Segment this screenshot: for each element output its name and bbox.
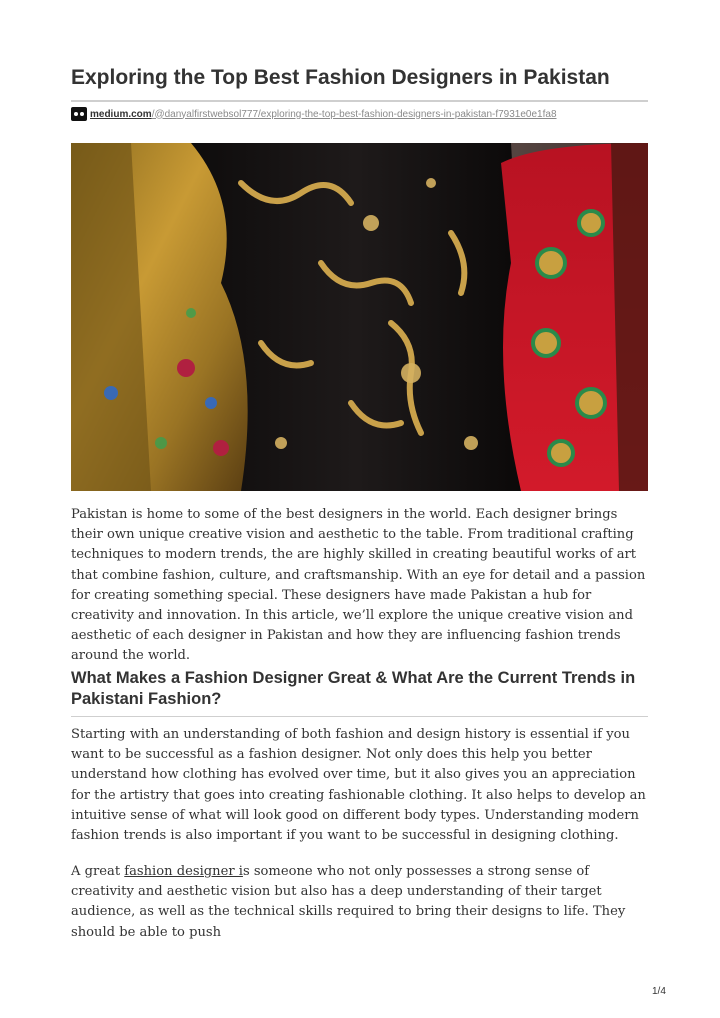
section-paragraph: Starting with an understanding of both fashion and design history is essential if you want to be successful as a fashion designer. Not only does this help you better understand how clothing has evolved over time, but it also gives you an appreciation for the artistry that goes into creating fashionable clothing. It also helps to develop an intuitive sense of what will look good on different body types. Understanding modern fashion trends is also important if you want to be successful in designing clothing.	[71, 727, 646, 844]
paragraph-suffix: s someone who not only possesses a strong sense of creativity and aesthetic vision but also has a deep understanding of their target audience, as well as the technical skills required to bring their designs to life. They should be able to push	[71, 864, 626, 940]
paragraph-prefix: A great	[71, 864, 125, 879]
designer-paragraph	[71, 862, 651, 943]
fashion-designer-link[interactable]: fashion designer i	[124, 864, 243, 879]
medium-logo-icon	[71, 107, 87, 121]
source-path[interactable]: /@danyalfirstwebsol777/exploring-the-top-best-fashion-designers-in-pakistan-f7931e0e1fa8	[151, 108, 557, 120]
section-heading: What Makes a Fashion Designer Great & What Are the Current Trends in Pakistani Fashion?	[71, 669, 636, 708]
intro-paragraph: Pakistan is home to some of the best designers in the world. Each designer brings their own unique creative vision and aesthetic to the table. From traditional crafting techniques to modern trends, the are highly skilled in creating beautiful works of art that combine fashion, culture, and craftsmanship. With an eye for detail and a passion for creating something special. These designers have made Pakistan a hub for creativity and innovation. In this article, we’ll explore the unique creative vision and aesthetic of each designer in Pakistan and how they are influencing fashion trends around the world.	[71, 507, 646, 664]
page-number: 1/4	[652, 986, 666, 997]
section-divider	[71, 716, 648, 717]
source-link[interactable]	[71, 106, 557, 122]
article-title: Exploring the Top Best Fashion Designers in Pakistan	[71, 66, 610, 89]
title-divider	[71, 100, 648, 102]
hero-image	[71, 143, 648, 491]
embroidered-garments-photo-icon	[71, 143, 648, 491]
source-domain[interactable]: medium.com	[90, 108, 152, 120]
